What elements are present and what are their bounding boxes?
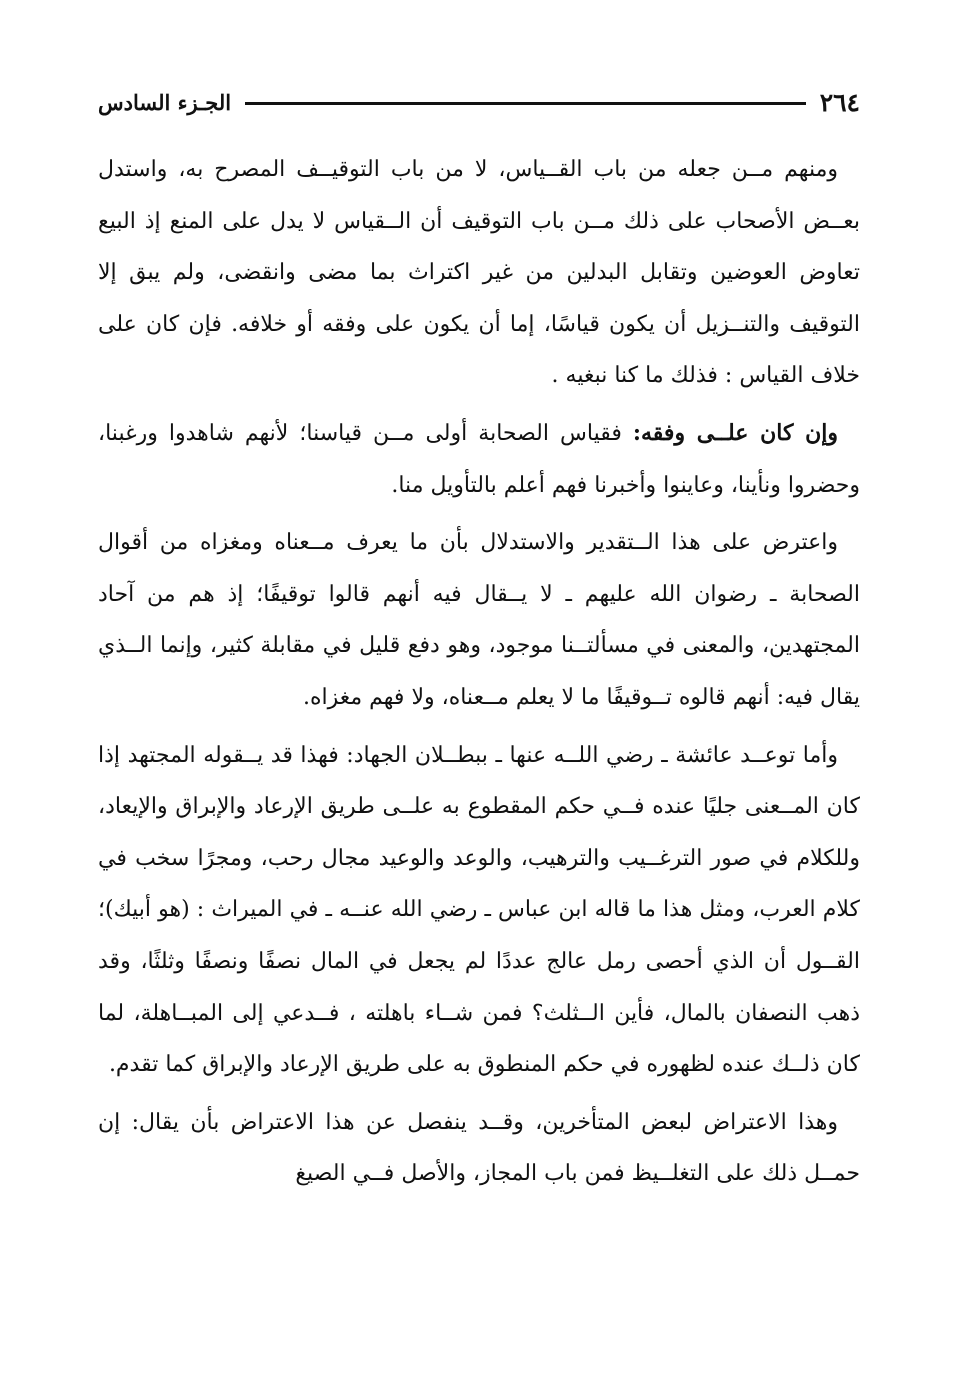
paragraph-5: [98, 1097, 860, 1200]
page-number: ٢٦٤: [819, 87, 860, 117]
document-page: [98, 82, 860, 1206]
paragraph-2: [98, 408, 860, 511]
running-title: الجـزء السادس: [98, 89, 232, 115]
paragraph-3: [98, 517, 860, 723]
paragraph-1: [98, 144, 860, 402]
body-text: [98, 144, 860, 1200]
paragraph-lead: وإن كان علــى وفقه:: [632, 419, 839, 446]
page-header: [98, 82, 860, 122]
header-rule: [245, 102, 806, 105]
paragraph-4: [98, 730, 860, 1091]
paragraph-text: واعترض على هذا الــتقدير والاستدلال بأن ما يعرف مــعناه ومغزاه من أقوال الصحابة ـ رضوان الله عليهم ـ لا يــقال فيه أنهم قالوا توقيفًا؛ إذ هم من آحاد المجتهدين، والمعنى في مسألتــنا موجود، وهو دفع قليل في مقابلة كثير، وإنما الــذي يقال فيه: أنهم قالوه تــوقيفًا ما لا يعلم مــعناه، ولا فهم مغزاه.: [98, 530, 860, 710]
paragraph-text: فقياس الصحابة أولى مــن قياسنا؛ لأنهم شاهدوا ورغبنا، وحضروا ونأينا، وعاينوا وأخبرنا فهم أعلم بالتأويل منا.: [98, 420, 860, 498]
paragraph-text: وهذا الاعتراض لبعض المتأخرين، وقــد ينفصل عن هذا الاعتراض بأن يقال: إن حمــل ذلك على التغلــيظ فمن باب المجاز، والأصل فــي الصيغ: [98, 1109, 860, 1187]
paragraph-text: وأما توعــد عائشة ـ رضي اللــه عنها ـ ببطــلان الجهاد: فهذا قد يــقوله المجتهد إذا كان المــعنى جليًا عنده فــي حكم المقطوع به علــى طريق الإرعاد والإبراق والإيعاد، وللكلام في صور الترغــيب والترهيب، والوعد والوعيد مجال رحب، ومجرًا سخب في كلام العرب، ومثل هذا ما قاله ابن عباس ـ رضي الله عنــه ـ في الميراث : (هو أبيك)؛ القــول أن الذي أحصى رمل عالج عددًا لم يجعل في المال نصفًا ونصفًا وثلثًا، وقد ذهب النصفان بالمال، فأين الــثلث؟ فمن شــاء باهلته ، فــدعي إلى المبــاهلة، لما كان ذلــك عنده لظهوره في حكم المنطوق به على طريق الإرعاد والإبراق كما تقدم.: [98, 742, 860, 1078]
paragraph-text: ومنهم مــن جعله من باب القــياس، لا من باب التوقيــف المصرح به، واستدل بعــض الأصحاب على ذلك مــن باب التوقيف أن الــقياس لا يدل على المنع إذ البيع تعاوض العوضين وتقابل البدلين من غير اكتراث بما مضى وانقضى، ولم يبق إلا التوقيف والتنــزيل أن يكون قياسًا، إما أن يكون على وفقه أو خلافه. فإن كان على خلاف القياس : فذلك ما كنا نبغيه .: [98, 157, 860, 389]
